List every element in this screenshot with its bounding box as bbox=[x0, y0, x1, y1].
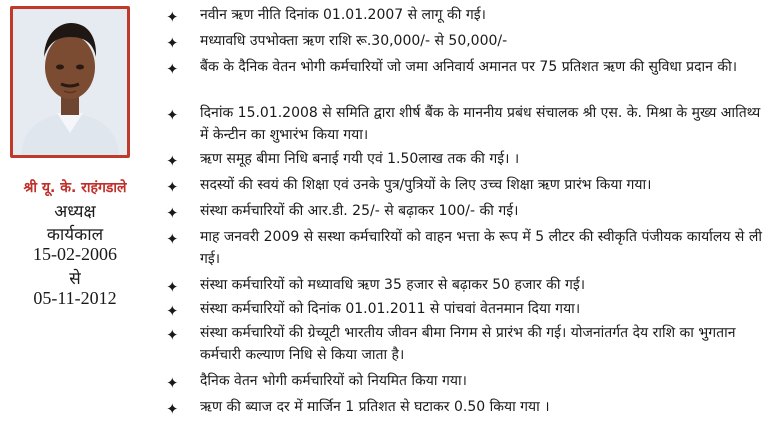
star-bullet-icon: ✦ bbox=[166, 8, 179, 26]
star-bullet-icon: ✦ bbox=[166, 106, 179, 124]
list-item-text: संस्था कर्मचारियों की ग्रेच्यूटी भारतीय जीवन बीमा निगम से प्रारंभ की गई। योजनांतर्गत देय राशि का भुगतान कर्मचारी कल्याण निधि से किया जाता है। bbox=[200, 325, 736, 363]
tenure-start-date: 15-02-2006 bbox=[33, 244, 117, 264]
tenure-end-date: 05-11-2012 bbox=[33, 288, 117, 308]
star-bullet-icon: ✦ bbox=[166, 400, 179, 418]
list-item-text: ऋण की ब्याज दर में मार्जिन 1 प्रतिशत से घटाकर 0.50 किया गया । bbox=[200, 399, 550, 415]
list-item-text: माह जनवरी 2009 से सस्था कर्मचारियों को वाहन भत्ता के रूप में 5 लीटर की स्वीकृति पंजीयक कार्यालय से ली गई। bbox=[200, 229, 762, 267]
star-bullet-icon: ✦ bbox=[166, 204, 179, 222]
achievement-list bbox=[150, 0, 768, 425]
list-item-text: बैंक के दैनिक वेतन भोगी कर्मचारियों जो जमा अनिवार्य अमानत पर 75 प्रतिशत ऋण की सुविधा प्रदान की। bbox=[200, 59, 738, 75]
profile-panel bbox=[0, 0, 150, 425]
list-item-text: संस्था कर्मचारियों की आर.डी. 25/- से बढ़ाकर 100/- की गई। bbox=[200, 203, 519, 219]
list-item-text: संस्था कर्मचारियों को दिनांक 01.01.2011 से पांचवां वेतनमान दिया गया। bbox=[200, 301, 581, 317]
portrait-illustration bbox=[13, 9, 127, 155]
star-bullet-icon: ✦ bbox=[166, 302, 179, 320]
star-bullet-icon: ✦ bbox=[166, 278, 179, 296]
list-item-text: दैनिक वेतन भोगी कर्मचारियों को नियमित किया गया। bbox=[200, 373, 467, 389]
star-bullet-icon: ✦ bbox=[166, 60, 179, 78]
star-bullet-icon: ✦ bbox=[166, 152, 179, 170]
tenure-separator: से bbox=[69, 269, 81, 289]
star-bullet-icon: ✦ bbox=[166, 230, 179, 248]
list-item-text: मध्यावधि उपभोक्ता ऋण राशि रू.30,000/- से 50,000/- bbox=[200, 33, 508, 49]
list-item-text: संस्था कर्मचारियों को मध्यावधि ऋण 35 हजार से बढ़ाकर 50 हजार की गई। bbox=[200, 277, 586, 293]
person-name: श्री यू. के. राहंगडाले bbox=[23, 180, 127, 196]
list-item-text: नवीन ऋण नीति दिनांक 01.01.2007 से लागू की गई। bbox=[200, 7, 486, 23]
list-item-text: दिनांक 15.01.2008 से समिति द्वारा शीर्ष बैंक के माननीय प्रबंध संचालक श्री एस. के. मिश्रा के मुख्य आतिथ्य में केन्टीन का शुभारंभ किया गया। bbox=[200, 105, 761, 143]
star-bullet-icon: ✦ bbox=[166, 34, 179, 52]
tenure-label: कार्यकाल bbox=[46, 225, 104, 245]
person-role: अध्यक्ष bbox=[54, 202, 96, 222]
list-item-text: सदस्यों की स्वयं की शिक्षा एवं उनके पुत्र/पुत्रियों के लिए उच्च शिक्षा ऋण प्रारंभ किया गया। bbox=[200, 177, 652, 193]
portrait-photo bbox=[10, 6, 130, 158]
star-bullet-icon: ✦ bbox=[166, 374, 179, 392]
star-bullet-icon: ✦ bbox=[166, 326, 179, 344]
star-bullet-icon: ✦ bbox=[166, 178, 179, 196]
list-item-text: ऋण समूह बीमा निधि बनाई गयी एवं 1.50लाख तक की गई। । bbox=[200, 151, 520, 167]
